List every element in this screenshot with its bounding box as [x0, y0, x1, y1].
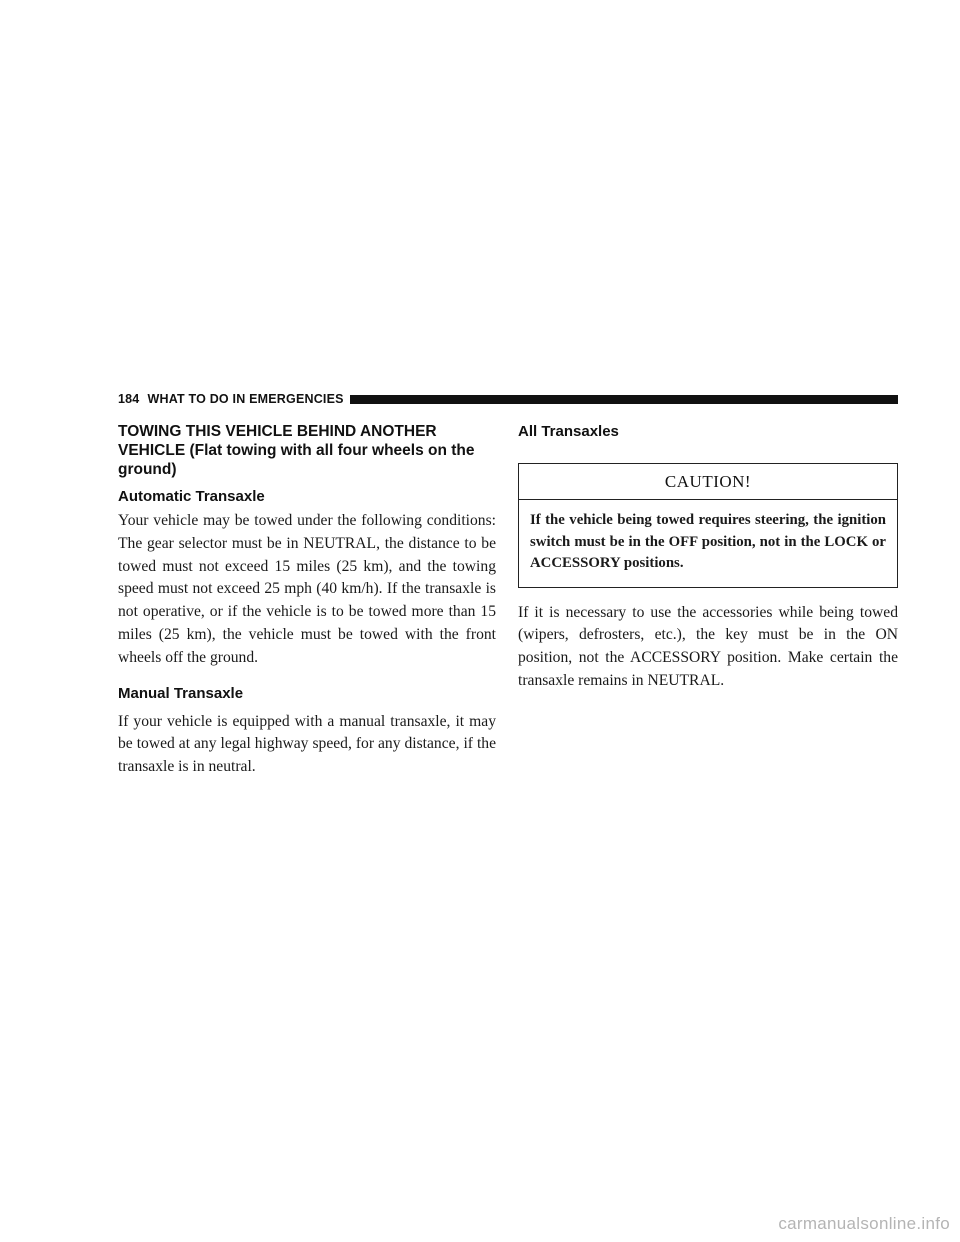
caution-title: CAUTION! — [519, 464, 897, 500]
header-rule — [350, 395, 898, 404]
section-title: WHAT TO DO IN EMERGENCIES — [147, 392, 344, 406]
manual-transaxle-text: If your vehicle is equipped with a manual transaxle, it may be towed at any legal highway speed, for any distance, if the transaxle is in neutral. — [118, 712, 496, 776]
automatic-transaxle-text: Your vehicle may be towed under the following conditions: The gear selector must be in NEUTRAL, the distance to be towed must not exceed 15 miles (25 km), and the towing speed must not exceed 25 mph (40 km/h). If the transaxle is not operative, or if the vehicle is to be towed more than 15 miles (25 km), the vehicle must be towed with the front wheels off the ground. — [118, 512, 496, 666]
automatic-transaxle-heading: Automatic Transaxle — [118, 488, 265, 505]
watermark: carmanualsonline.info — [778, 1214, 950, 1233]
all-transaxles-heading: All Transaxles — [518, 423, 619, 440]
caution-box — [518, 463, 898, 588]
page-number: 184 — [118, 392, 140, 406]
left-column — [118, 422, 496, 779]
page-header — [118, 391, 898, 407]
manual-transaxle-heading: Manual Transaxle — [118, 684, 244, 702]
towing-main-heading: TOWING THIS VEHICLE BEHIND ANOTHER VEHICLE (Flat towing with all four wheels on the ground) — [118, 423, 475, 478]
accessories-text: If it is necessary to use the accessories while being towed (wipers, defrosters, etc.), the key must be in the ON position, not the ACCESSORY position. Make certain the transaxle remains in NEUTRAL. — [518, 603, 898, 689]
right-column — [518, 422, 898, 693]
caution-text: If the vehicle being towed requires steering, the ignition switch must be in the OFF position, not in the LOCK or ACCESSORY positions. — [530, 512, 886, 571]
